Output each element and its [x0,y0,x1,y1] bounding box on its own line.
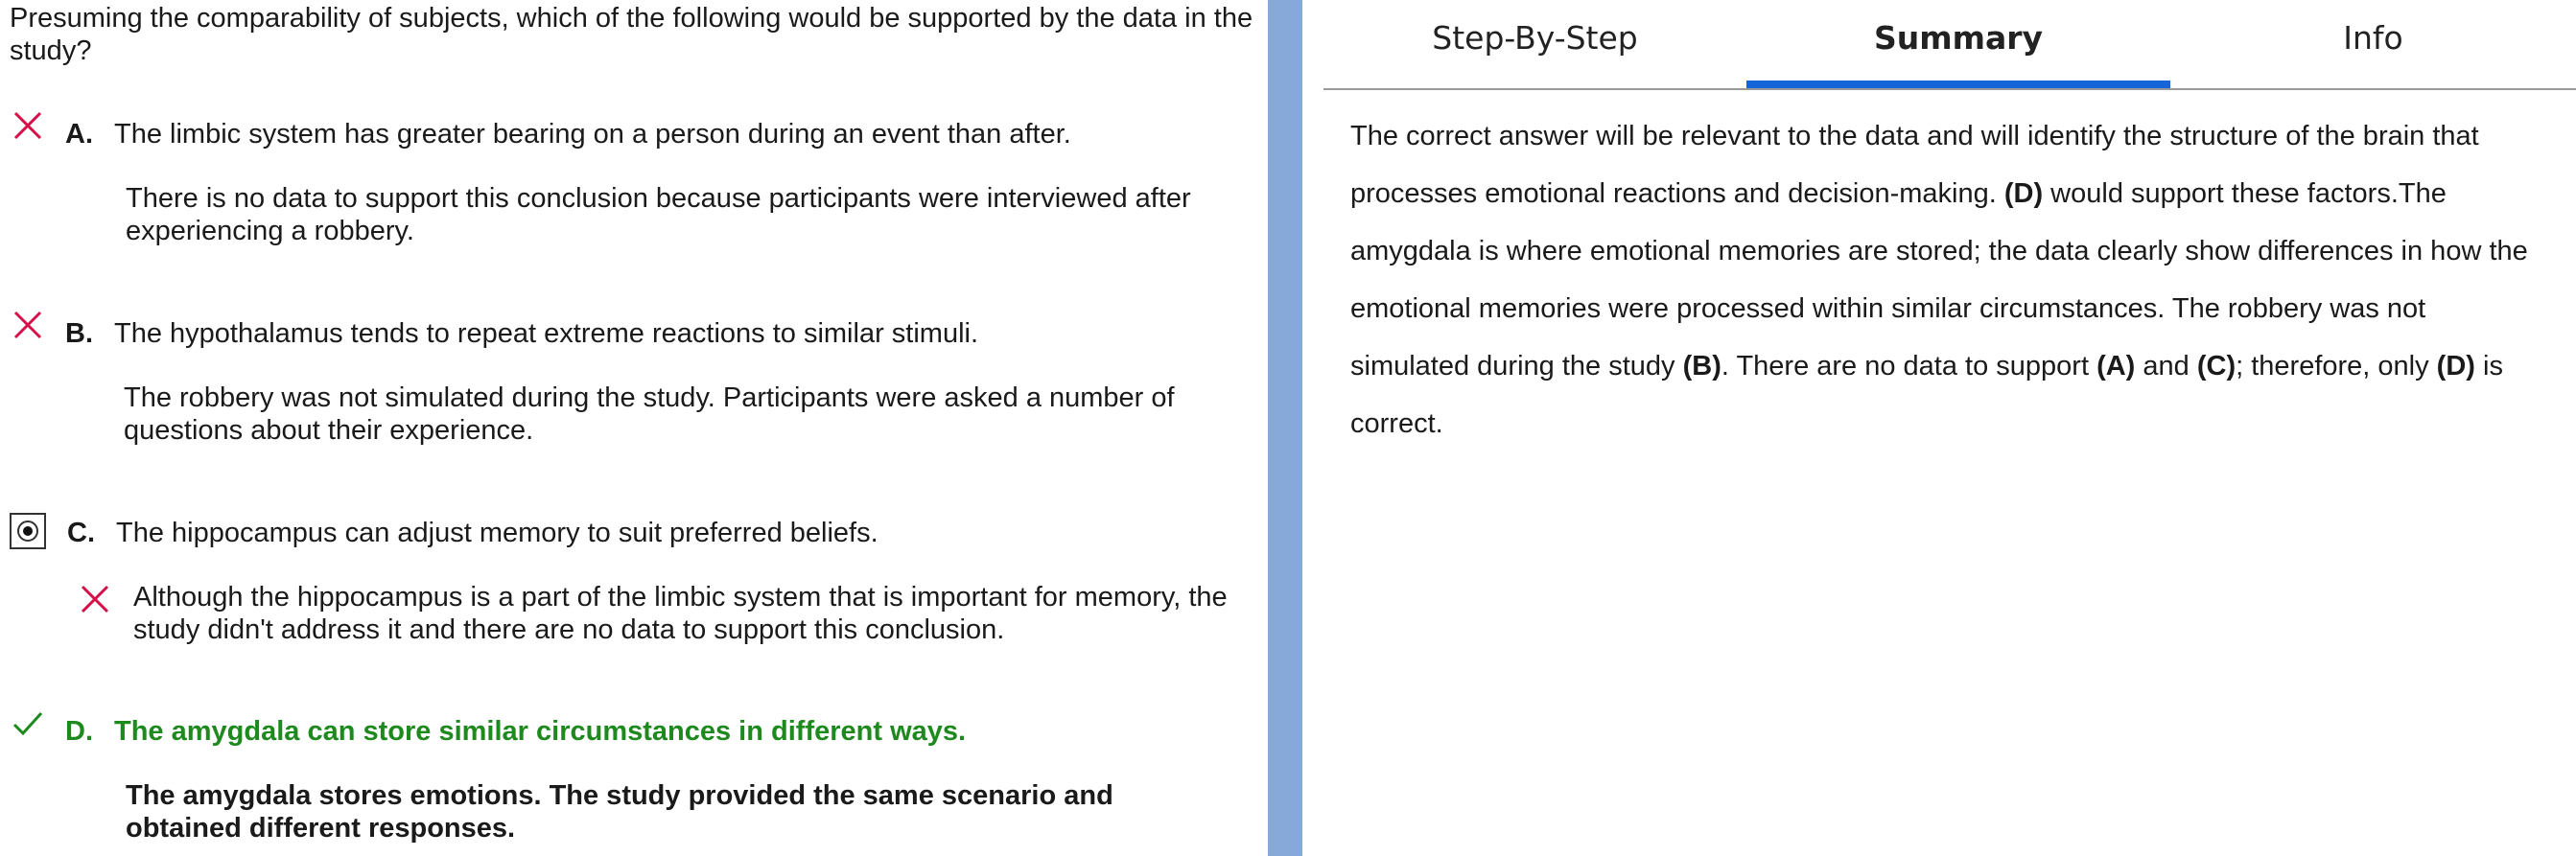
option-a-text[interactable]: The limbic system has greater bearing on a person during an event than after. [114,119,1071,150]
option-c-letter: C. [67,518,95,548]
option-b-letter: B. [65,318,93,349]
option-d-text[interactable]: The amygdala can store similar circumstances in different ways. [114,716,967,747]
tab-summary[interactable]: Summary [1873,19,2044,57]
incorrect-x-icon [79,583,111,615]
option-a-letter: A. [65,119,93,150]
option-c-explanation: Although the hippocampus is a part of the limbic system that is important for memory, the study didn't address it and there are no data to support this conclusion. [133,582,1228,645]
tab-step-by-step[interactable]: Step-By-Step [1432,19,1638,57]
panel-divider[interactable] [1268,0,1302,856]
option-d-explanation: The amygdala stores emotions. The study provided the same scenario and obtained different responses. [126,780,1113,844]
active-tab-indicator [1746,81,2170,88]
explanation-panel [1302,0,2576,856]
tab-info[interactable]: Info [2343,19,2403,57]
incorrect-x-icon [12,109,44,142]
option-d-letter: D. [65,716,93,747]
option-a-explanation: There is no data to support this conclusion because participants were interviewed after experiencing a robbery. [126,183,1191,246]
summary-text: The correct answer will be relevant to the data and will identify the structure of the brain that processes emotional reactions and decision-making. (D) would support these factors.The amygdala is where emotional memories are stored; the data clearly show differences in how the emotional memories were processed within similar circumstances. The robbery was not simulated during the study (B). There are no data to support (A) and (C); therefore, only (D) is correct. [1350,121,2528,439]
tab-bar [1323,0,2576,90]
incorrect-x-icon [12,309,44,341]
option-b-explanation: The robbery was not simulated during the study. Participants were asked a number of questions about their experience. [124,382,1175,446]
question-text: Presuming the comparability of subjects, which of the following would be supported by the data in the study? [10,3,1253,66]
option-c-text[interactable]: The hippocampus can adjust memory to suit preferred beliefs. [116,518,878,548]
correct-check-icon [12,707,44,740]
option-b-text[interactable]: The hypothalamus tends to repeat extreme reactions to similar stimuli. [114,318,979,349]
selected-radio-button[interactable] [10,513,46,549]
question-panel [0,0,1268,856]
